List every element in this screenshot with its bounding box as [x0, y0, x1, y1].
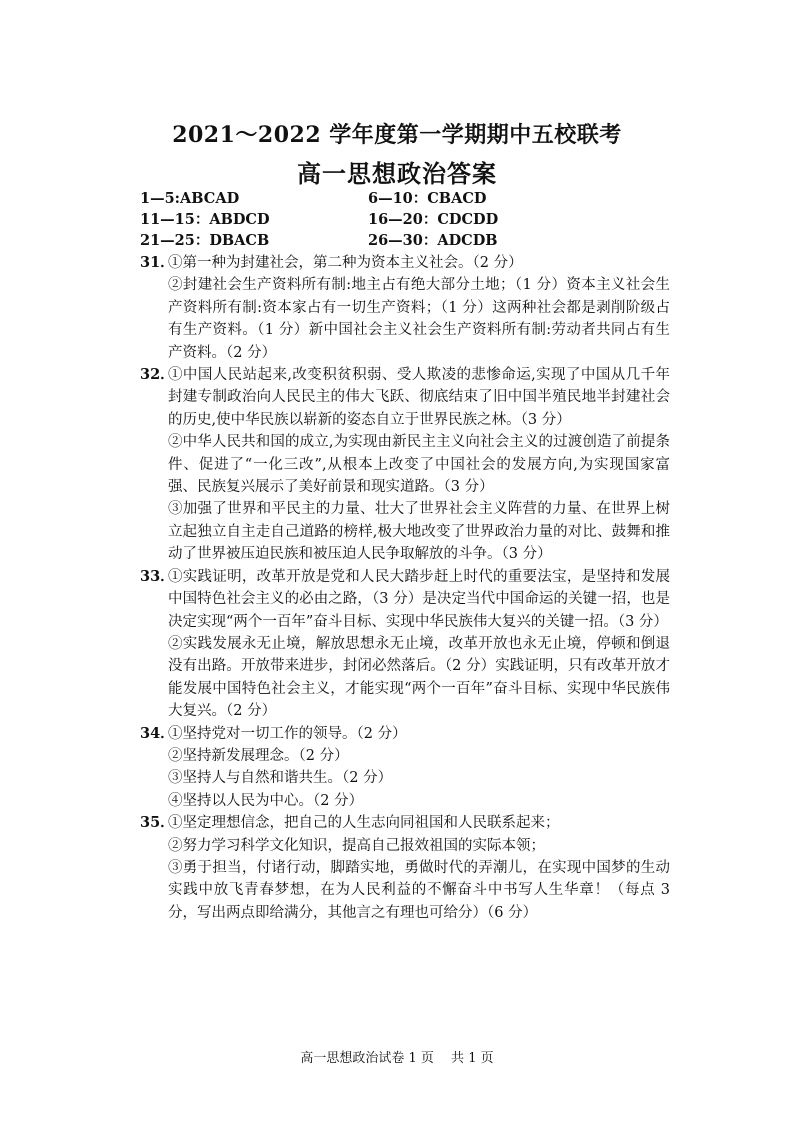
answer-paragraph: ③坚持人与自然和谐共生。（2 分）	[168, 770, 393, 787]
question-number: 35．	[140, 814, 175, 832]
page-footer: 高一思想政治试卷 1 页 共 1 页	[300, 1051, 494, 1066]
question-32	[140, 364, 670, 566]
question-number: 34．	[140, 724, 175, 742]
answer-paragraph: ①第一种为封建社会，第二种为资本主义社会。（2 分）	[168, 255, 523, 271]
choice-answer-cell: 16—20：CDCDD	[368, 211, 499, 228]
answer-paragraph: ②中华人民共和国的成立,为实现由新民主主义向社会主义的过渡创造了前提条件、促进了“一化三改”,从根本上改变了中国社会的发展方向,为实现国家富强、民族复兴展示了美好前景和现实道路。（3 分）	[168, 434, 670, 496]
choice-answer-row	[140, 230, 700, 251]
question-number: 31．	[140, 254, 175, 271]
question-body	[168, 812, 670, 924]
answer-paragraph: ②坚持新发展理念。（2 分）	[168, 747, 349, 764]
choice-answer-row	[140, 209, 700, 230]
question-body	[168, 566, 670, 723]
question-body	[168, 252, 670, 364]
answer-paragraph: ③勇于担当，付诸行动，脚踏实地，勇做时代的弄潮儿，在实现中国梦的生动实践中放飞青春梦想，在为人民利益的不懈奋斗中书写人生华章！（每点 3 分，写出两点即给满分，其他言之有理也可给分）（6 分）	[168, 859, 670, 921]
answer-content	[140, 252, 670, 924]
choice-answer-cell: 6—10：CBACD	[368, 190, 487, 207]
answer-paragraph: ①中国人民站起来,改变积贫积弱、受人欺凌的悲惨命运,实现了中国从几千年封建专制政治向人民民主的伟大飞跃、彻底结束了旧中国半殖民地半封建社会的历史,使中华民族以崭新的姿态自立于世界民族之林。（3 分）	[168, 367, 670, 428]
question-33	[140, 566, 670, 723]
choice-answer-row	[140, 188, 700, 209]
answer-paragraph: ①实践证明，改革开放是党和人民大踏步赶上时代的重要法宝，是坚持和发展中国特色社会主义的必由之路，（3 分）是决定当代中国命运的关键一招，也是决定实现“两个一百年”奋斗目标、实现中华民族伟大复兴的关键一招。（3 分）	[168, 568, 670, 630]
question-35	[140, 812, 670, 924]
question-body	[168, 364, 670, 566]
choice-answer-table	[140, 188, 700, 251]
answer-paragraph: ①坚定理想信念，把自己的人生志向同祖国和人民联系起来；	[168, 815, 560, 832]
answer-paragraph: ②实践发展永无止境，解放思想永无止境，改革开放也永无止境，停顿和倒退没有出路。开放带来进步，封闭必然落后。（2 分）实践证明，只有改革开放才能发展中国特色社会主义，才能实现“两个一百年”奋斗目标、实现中华民族伟大复兴。（2 分）	[168, 635, 670, 720]
question-34	[140, 723, 670, 813]
question-number: 33．	[140, 567, 175, 585]
question-body	[168, 723, 670, 813]
question-31	[140, 252, 670, 364]
answer-paragraph: ②封建社会生产资料所有制:地主占有绝大部分土地；（1 分）资本主义社会生产资料所有制:资本家占有一切生产资料；（1 分）这两种社会都是剥削阶级占有生产资料。（1 分）新中国社会主义社会生产资料所有制:劳动者共同占有生产资料。（2 分）	[168, 277, 670, 361]
answer-paragraph: ①坚持党对一切工作的领导。（2 分）	[168, 725, 407, 742]
choice-answer-cell: 11—15：ABDCD	[140, 211, 270, 228]
document-subtitle: 高一思想政治答案	[297, 159, 497, 188]
choice-answer-cell: 21—25：DBACB	[140, 232, 270, 249]
answer-paragraph: ④坚持以人民为中心。（2 分）	[168, 792, 364, 809]
document-title: 2021～2022 学年度第一学期期中五校联考	[172, 122, 622, 148]
answer-paragraph: ②努力学习科学文化知识，提高自己报效祖国的实际本领；	[168, 837, 545, 854]
question-number: 32．	[140, 366, 175, 384]
answer-paragraph: ③加强了世界和平民主的力量、壮大了世界社会主义阵营的力量、在世界上树立起独立自主走自己道路的榜样,极大地改变了世界政治力量的对比、鼓舞和推动了世界被压迫民族和被压迫人民争取解放的斗争。（3 分）	[168, 501, 670, 563]
choice-answer-cell: 1—5:ABCAD	[140, 190, 240, 207]
choice-answer-cell: 26—30：ADCDB	[368, 232, 498, 249]
